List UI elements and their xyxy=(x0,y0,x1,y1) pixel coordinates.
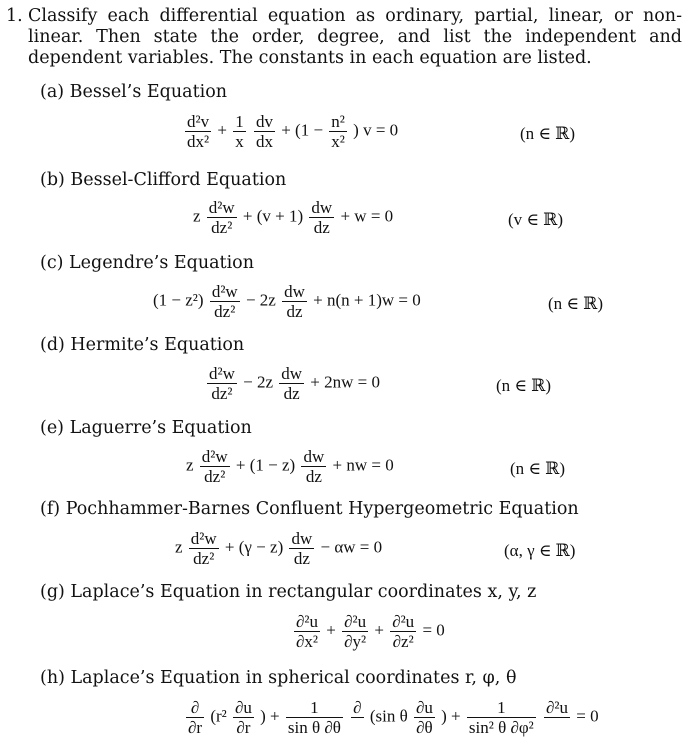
equation-d: $\frac{\text{d²w}}{\text{dz²}}$ − 2z $\frac{dw}{dz}$ + 2nw = 0 xyxy=(209,364,380,403)
part-f-title: (f) Pochhammer-Barnes Confluent Hypergeometric Equation xyxy=(40,499,579,519)
part-e-title: (e) Laguerre’s Equation xyxy=(40,418,252,438)
equation-h: $\frac{\partial}{\partial r}$ (r² $\frac{\partial u}{\partial r}$ ) + $\frac{1}{\text{sin θ ∂θ}}$ ∂ (sin θ $\frac{\partial u}{\partial\theta}$ ) + $\frac{1}{\text{sin² θ ∂φ²}}$ ∂²u = 0 xyxy=(188,698,599,737)
equation-a: $\frac{\text{d²v}}{\text{dx²}}$ + $\frac{1}{x}$ $\frac{dv}{dx}$ + (1 − $\frac{\text{n²}}{\text{x²}}$ ) v = 0 xyxy=(187,112,399,151)
condition-d: (n ∈ ℝ) xyxy=(496,376,552,395)
part-h-title: (h) Laplace’s Equation in spherical coordinates r, φ, θ xyxy=(40,668,517,688)
condition-e: (n ∈ ℝ) xyxy=(510,459,566,478)
equation-g: $\frac{\text{∂²u}}{\text{∂x²}}$ + $\frac{\text{∂²u}}{\text{∂y²}}$ + $\frac{\text{∂²u}}{\text{∂z²}}$ = 0 xyxy=(296,612,445,651)
equation-b: z $\frac{\text{d²w}}{\text{dz²}}$ + (v + 1) $\frac{dw}{dz}$ + w = 0 xyxy=(193,198,394,237)
condition-c: (n ∈ ℝ) xyxy=(548,294,604,313)
part-g-title: (g) Laplace’s Equation in rectangular coordinates x, y, z xyxy=(40,582,537,602)
equation-e: z $\frac{\text{d²w}}{\text{dz²}}$ + (1 − z) $\frac{dw}{dz}$ + nw = 0 xyxy=(186,447,394,486)
part-c-title: (c) Legendre’s Equation xyxy=(40,253,254,273)
problem-number: 1. xyxy=(6,6,23,26)
part-b-title: (b) Bessel-Clifford Equation xyxy=(40,170,287,190)
condition-f: (α, γ ∈ ℝ) xyxy=(504,541,576,560)
equation-c: (1 − z²) $\frac{\text{d²w}}{\text{dz²}}$ − 2z $\frac{dw}{dz}$ + n(n + 1)w = 0 xyxy=(153,282,421,321)
problem-text: Classify each differential equation as ordinary, partial, linear, or non-linear. Then state the order, degree, and list the independent and dependent variables. The constants in each equation are listed. xyxy=(28,6,682,68)
part-a-title: (a) Bessel’s Equation xyxy=(40,82,228,102)
part-d-title: (d) Hermite’s Equation xyxy=(40,335,245,355)
problem-statement xyxy=(6,6,682,69)
condition-b: (v ∈ ℝ) xyxy=(508,210,564,229)
equation-f: z $\frac{\text{d²w}}{\text{dz²}}$ + (γ − z) $\frac{dw}{dz}$ − αw = 0 xyxy=(175,529,383,568)
condition-a: (n ∈ ℝ) xyxy=(520,124,576,143)
